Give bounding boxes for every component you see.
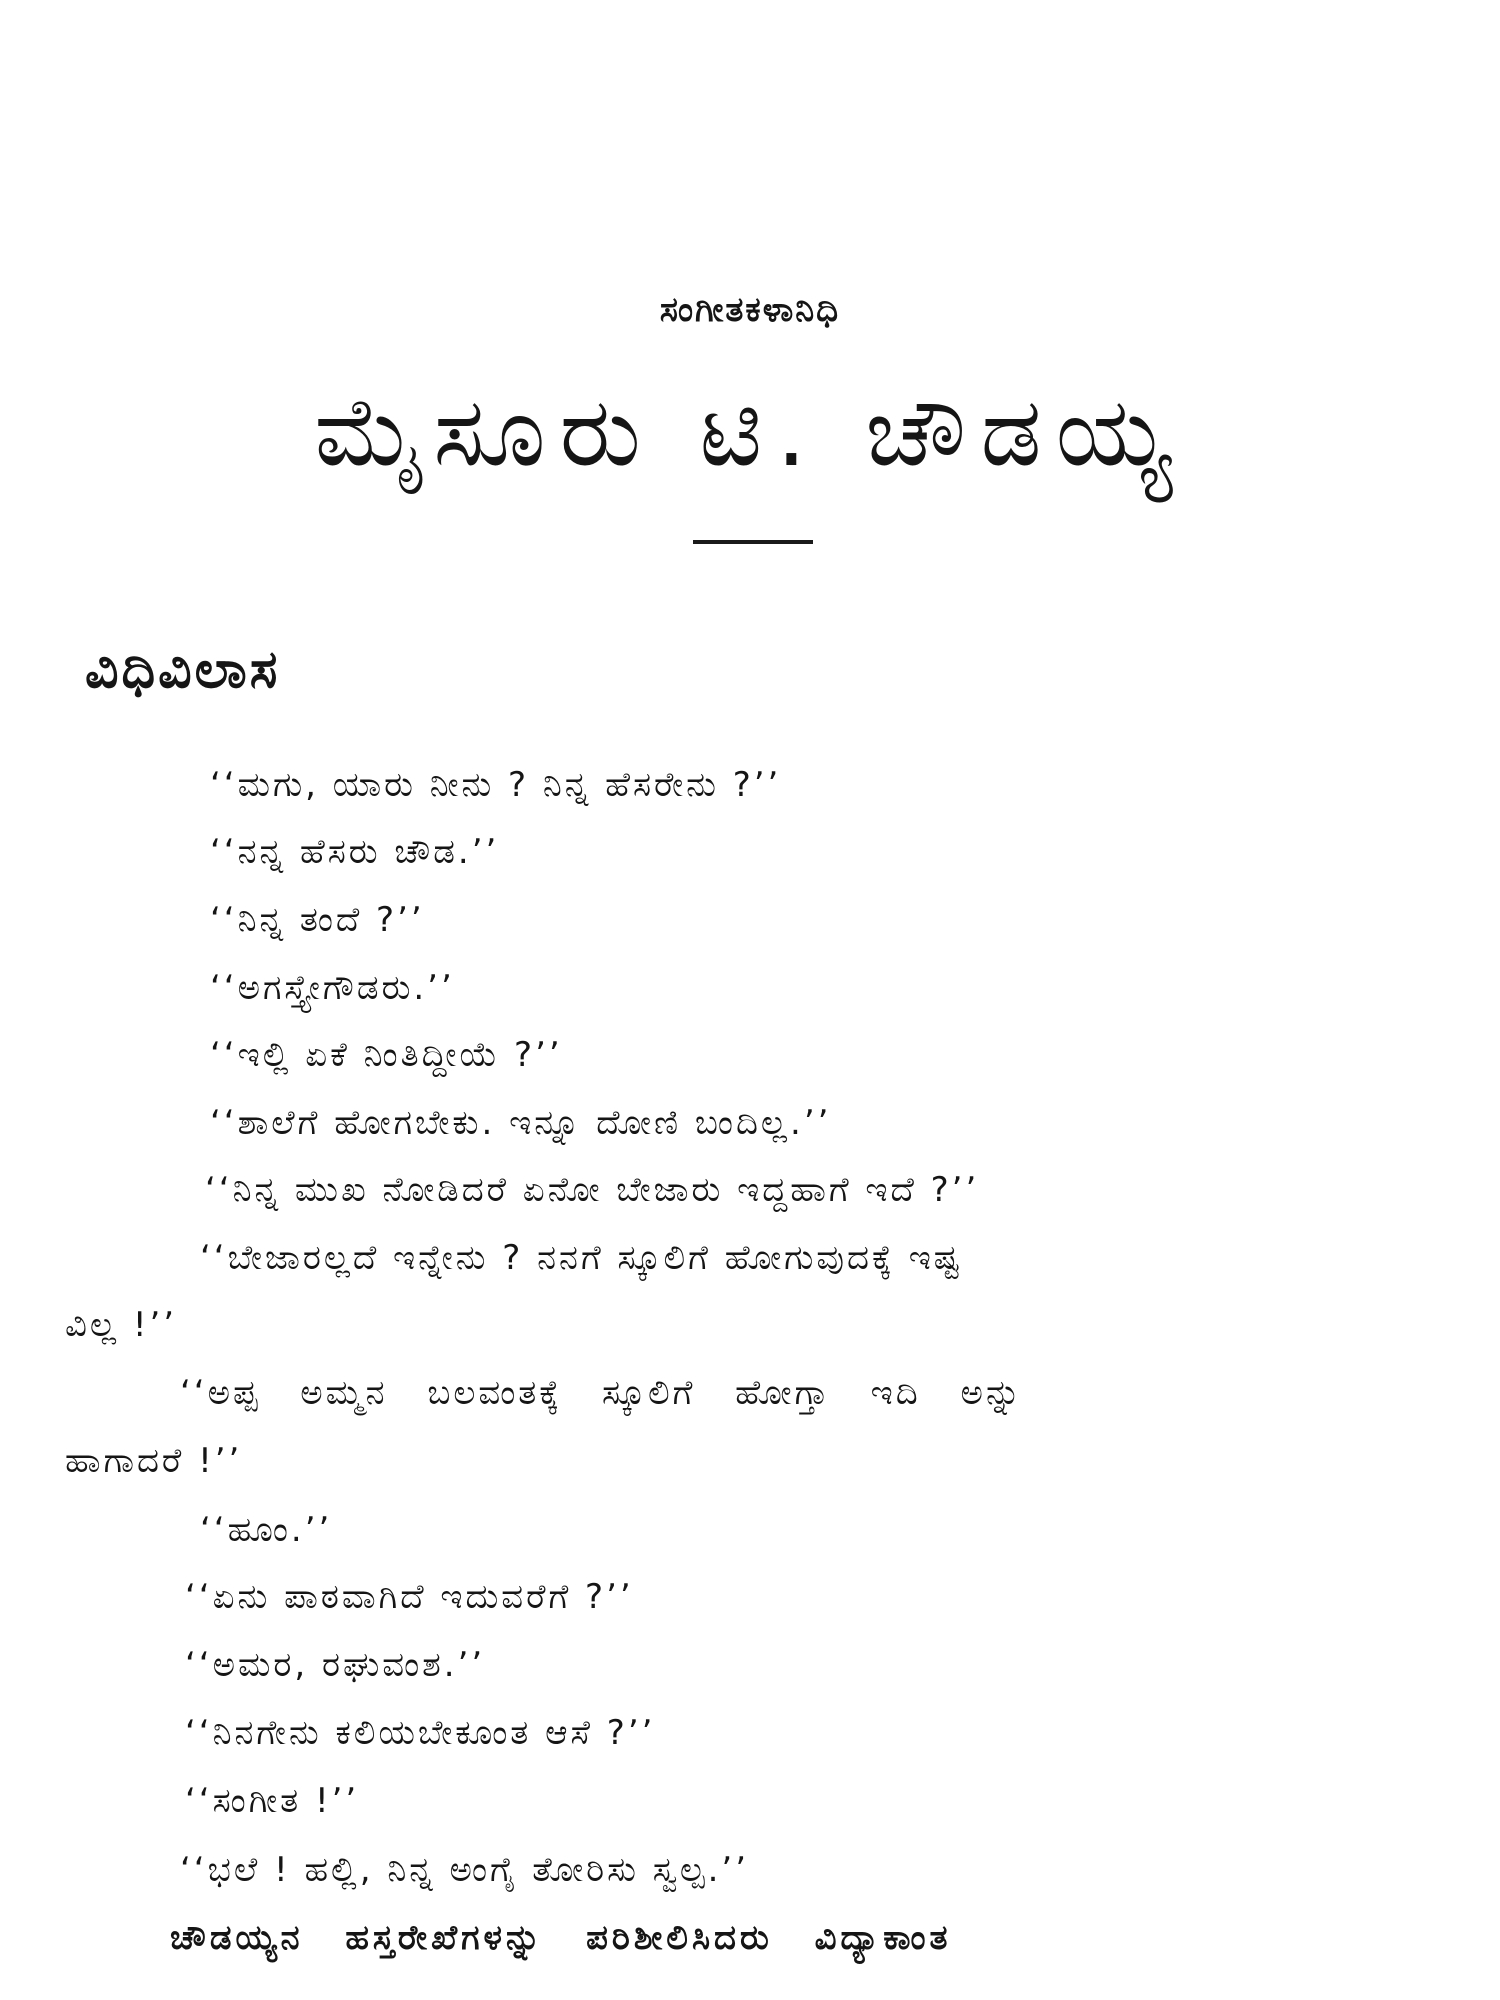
dialogue-line: ‘‘ನಿನ್ನ ತಂದೆ ?’’ <box>210 900 425 940</box>
dialogue-line: ‘‘ಅಪ್ಪ ಅಮ್ಮನ ಬಲವಂತಕ್ಕೆ ಸ್ಕೂಲಿಗೆ ಹೋಗ್ತಾ ಇದಿ ಅನ್ನು <box>180 1373 1024 1413</box>
dialogue-line: ‘‘ನನ್ನ ಹೆಸರು ಚೌಡ.’’ <box>210 832 500 872</box>
dialogue-line: ‘‘ಸಂಗೀತ !’’ <box>185 1781 360 1821</box>
dialogue-line: ‘‘ಹೂಂ.’’ <box>200 1510 333 1550</box>
dialogue-line: ವಿಲ್ಲ !’’ <box>65 1305 178 1345</box>
dialogue-line: ‘‘ಶಾಲೆಗೆ ಹೋಗಬೇಕು. ಇನ್ನೂ ದೋಣಿ ಬಂದಿಲ್ಲ.’’ <box>210 1103 832 1143</box>
dialogue-line: ‘‘ನಿನಗೇನು ಕಲಿಯಬೇಕೂಂತ ಆಸೆ ?’’ <box>185 1713 656 1753</box>
dialogue-line: ‘‘ಇಲ್ಲಿ ಏಕೆ ನಿಂತಿದ್ದೀಯೆ ?’’ <box>210 1035 563 1075</box>
dialogue-line: ಹಾಗಾದರೆ !’’ <box>65 1441 243 1481</box>
dialogue-line: ‘‘ಅಮರ, ರಘುವಂಶ.’’ <box>185 1645 486 1685</box>
title-divider <box>693 540 813 544</box>
section-heading: ವಿಧಿವಿಲಾಸ <box>85 640 281 700</box>
dialogue-line: ‘‘ಏನು ಪಾಠವಾಗಿದೆ ಇದುವರೆಗೆ ?’’ <box>185 1577 634 1617</box>
dialogue-line: ‘‘ಮಗು, ಯಾರು ನೀನು ? ನಿನ್ನ ಹೆಸರೇನು ?’’ <box>210 765 782 805</box>
dialogue-line: ‘‘ಅಗಸ್ತ್ಯೇಗೌಡರು.’’ <box>210 968 455 1008</box>
dialogue-line: ‘‘ಬೇಜಾರಲ್ಲದೆ ಇನ್ನೇನು ? ನನಗೆ ಸ್ಕೂಲಿಗೆ ಹೋಗುವುದಕ್ಕೆ ಇಷ್ಟ <box>200 1238 963 1278</box>
dialogue-line: ‘‘ನಿನ್ನ ಮುಖ ನೋಡಿದರೆ ಏನೋ ಬೇಜಾರು ಇದ್ದಹಾಗೆ ಇದೆ ?’’ <box>205 1170 980 1210</box>
page-subtitle: ಸಂಗೀತಕಳಾನಿಧಿ <box>659 290 841 330</box>
narration-line: ಚೌಡಯ್ಯನ ಹಸ್ತರೇಖೆಗಳನ್ನು ಪರಿಶೀಲಿಸಿದರು ವಿದ್ಯಾಕಾಂತ <box>170 1918 952 1958</box>
page-title: ಮೈಸೂರು ಟಿ. ಚೌಡಯ್ಯ <box>314 376 1186 488</box>
dialogue-line: ‘‘ಭಲೆ ! ಹಲ್ಲಿ, ನಿನ್ನ ಅಂಗೈ ತೋರಿಸು ಸ್ವಲ್ಪ.’’ <box>180 1850 750 1890</box>
